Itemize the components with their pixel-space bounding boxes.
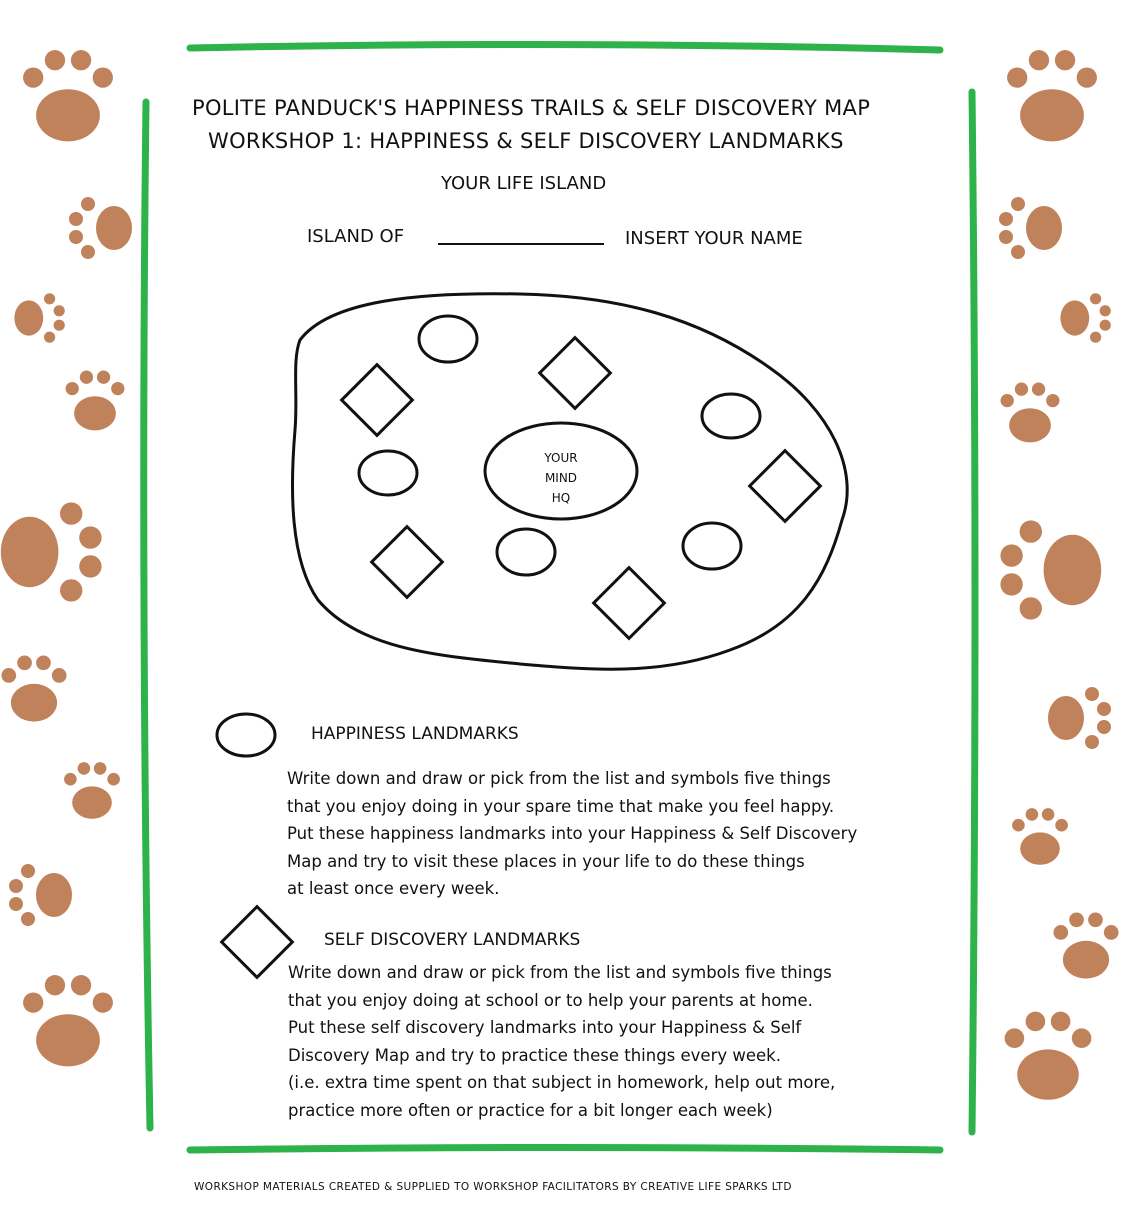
paw-print-icon — [1, 655, 66, 721]
page-title: POLITE PANDUCK'S HAPPINESS TRAILS & SELF DISCOVERY MAP — [192, 96, 871, 120]
mind-hq-line: HQ — [551, 491, 571, 505]
paw-print-icon — [1048, 687, 1111, 749]
instruction-line: Put these happiness landmarks into your Happiness & Self Discovery — [287, 824, 858, 843]
happiness-landmark-slot — [419, 316, 477, 362]
instruction-line: (i.e. extra time spent on that subject in homework, help out more, — [288, 1073, 836, 1092]
happiness-landmark-slot — [497, 529, 555, 575]
frame-bottom — [190, 1148, 940, 1151]
instruction-line: Map and try to visit these places in your life to do these things — [287, 851, 805, 871]
mind-hq-line: YOUR — [544, 451, 578, 465]
frame-right — [972, 92, 975, 1132]
happiness-landmark-slot — [683, 523, 741, 569]
self-discovery-landmark-slot — [750, 451, 821, 522]
instruction-line: Write down and draw or pick from the list and symbols five things — [287, 769, 831, 788]
happiness-heading: HAPPINESS LANDMARKS — [311, 724, 519, 744]
island-heading: YOUR LIFE ISLAND — [441, 173, 607, 194]
paw-print-icon — [1001, 383, 1060, 443]
paw-print-icon — [1005, 1012, 1092, 1100]
self-discovery-instructions — [288, 959, 835, 1124]
paw-print-icon — [1, 502, 102, 601]
instruction-line: Put these self discovery landmarks into your Happiness & Self — [288, 1018, 802, 1037]
paw-print-icon — [23, 975, 113, 1066]
paw-print-icon — [999, 197, 1062, 259]
instruction-line: Discovery Map and try to practice these things every week. — [288, 1045, 781, 1065]
paw-print-icon — [64, 762, 120, 819]
self-discovery-heading: SELF DISCOVERY LANDMARKS — [324, 930, 581, 950]
happiness-landmark-slot — [359, 451, 417, 495]
self-discovery-landmark-slot — [372, 527, 443, 598]
frame-left — [144, 102, 150, 1128]
paw-prints-right — [999, 50, 1119, 1100]
self-discovery-landmark-slot — [342, 365, 413, 436]
instruction-line: Write down and draw or pick from the list and symbols five things — [288, 963, 832, 982]
mind-hq-line: MIND — [544, 471, 578, 485]
footer-credit: WORKSHOP MATERIALS CREATED & SUPPLIED TO WORKSHOP FACILITATORS BY CREATIVE LIFE SPARKS LTD — [194, 1181, 792, 1193]
paw-print-icon — [14, 293, 64, 343]
happiness-legend-circle-icon — [217, 714, 275, 756]
paw-print-icon — [1053, 912, 1118, 978]
instruction-line: that you enjoy doing in your spare time that make you feel happy. — [287, 796, 835, 816]
island-name-label: ISLAND OF — [307, 226, 405, 247]
paw-print-icon — [1060, 293, 1110, 343]
paw-prints-left — [1, 50, 132, 1066]
paw-print-icon — [1000, 520, 1101, 619]
mind-hq-label — [521, 448, 601, 508]
paw-print-icon — [1012, 808, 1068, 865]
paw-print-icon — [1007, 50, 1097, 141]
self-discovery-landmark-slot — [594, 568, 665, 639]
paw-print-icon — [9, 864, 72, 926]
instruction-line: practice more often or practice for a bit longer each week) — [288, 1100, 773, 1120]
happiness-landmark-slot — [702, 394, 760, 438]
instruction-line: at least once every week. — [287, 879, 500, 898]
paw-print-icon — [23, 50, 113, 141]
instruction-line: that you enjoy doing at school or to help your parents at home. — [288, 990, 813, 1010]
page-subtitle: WORKSHOP 1: HAPPINESS & SELF DISCOVERY LANDMARKS — [208, 129, 844, 153]
frame-top — [190, 44, 940, 50]
self-discovery-legend-diamond-icon — [222, 907, 293, 978]
happiness-instructions — [287, 765, 857, 903]
paw-print-icon — [69, 197, 132, 259]
paw-print-icon — [66, 371, 125, 431]
self-discovery-landmark-slot — [540, 338, 611, 409]
island-name-hint: INSERT YOUR NAME — [625, 228, 803, 249]
